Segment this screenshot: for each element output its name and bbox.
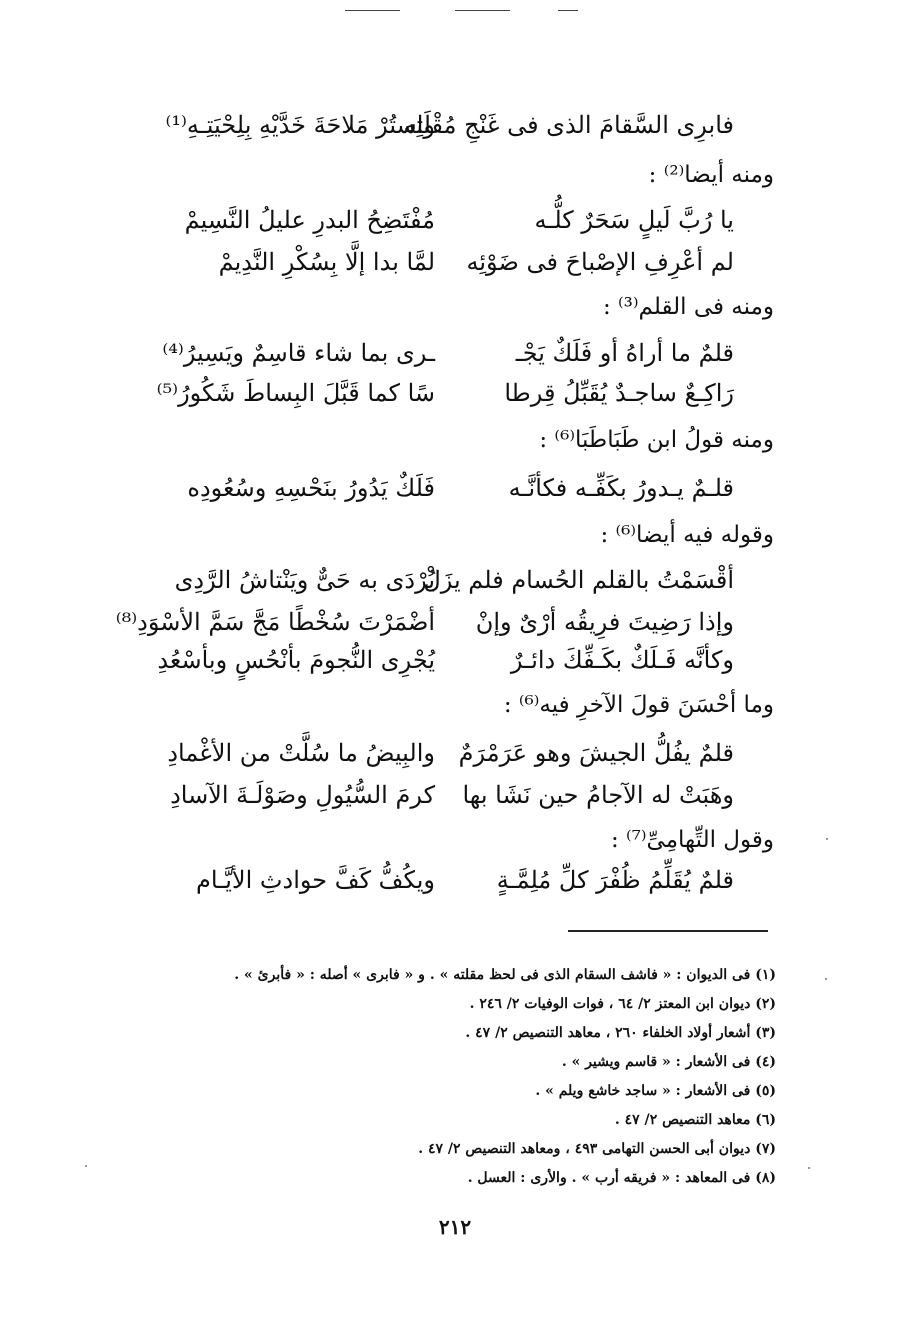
page-number: ٢١٢	[438, 1215, 472, 1239]
verse-hemistich-2: سًا كما قَبَّلَ البِساطَ شَكُورُ⁽⁵⁾	[156, 379, 435, 407]
verse-hemistich-1: وكأنَّه فَـلَكٌ بكَـفِّكَ دائـرٌ	[510, 646, 734, 674]
verse-hemistich-1: قلـمٌ يـدورُ بكَفِّـه فكأنَّـه	[508, 474, 734, 502]
header-rule	[558, 10, 578, 11]
verse-hemistich-2: والبِيضُ ما سُلَّتْ من الأغْمادِ	[167, 739, 435, 767]
verse-hemistich-1: وإذا رَضِيتَ فرِيقُه أرْىٌ وإنْ	[475, 608, 734, 636]
verse-hemistich-1: رَاكِـعٌ ساجـدٌ يُقَبِّلُ قِرطا	[504, 379, 734, 407]
footnote: (١) فى الديوان : « فاشف السقام الذى فى لحظ مقلته » . و « فابرى » أصله : « فأبرئ » .	[234, 967, 776, 983]
verse-intro: ومنه فى القلم⁽³⁾ :	[602, 294, 774, 320]
verse-hemistich-1: يا رُبَّ لَيلٍ سَحَرٌ كلُّـه	[534, 206, 734, 234]
verse-hemistich-2: ويكُفُّ كَفَّ حوادثِ الأيَّـام	[196, 866, 435, 894]
verse-intro: وقول التِّهامِىِّ⁽⁷⁾ :	[610, 827, 774, 853]
verse-hemistich-1: فابرِى السَّقامَ الذى فى غَنْجِ مُقْلَتِه	[403, 111, 734, 139]
scan-speck	[808, 1167, 810, 1169]
footnote: (٧) ديوان أبى الحسن التهامى ٤٩٣ ، ومعاهد التنصيص ٢/ ٤٧ .	[418, 1141, 776, 1157]
verse-hemistich-1: قلمٌ يُقَلِّمُ ظُفْرَ كلِّ مُلِمَّـةٍ	[496, 866, 734, 894]
verse-intro: ومنه قولُ ابن طَبَاطَبَا⁽⁶⁾ :	[539, 427, 774, 453]
verse-hemistich-2: لمَّا بدا إلَّا بِسُكْرِ النَّدِيمْ	[218, 248, 435, 276]
verse-hemistich-2: يُجْرِى النُّجومَ بأنْحُسٍ وبأسْعُدِ	[157, 646, 435, 674]
verse-hemistich-1: وهَبَتْ له الآجامُ حين نَشَا بها	[462, 781, 734, 809]
scan-speck	[85, 1165, 87, 1167]
verse-hemistich-1: قلمٌ ما أراهُ أو فَلَكٌ يَجْـ	[515, 339, 734, 367]
footnote: (٢) ديوان ابن المعتز ٢/ ٦٤ ، فوات الوفيات ٢/ ٢٤٦ .	[469, 996, 776, 1012]
verse-intro: وما أحْسَنَ قولَ الآخرِ فيه⁽⁶⁾ :	[503, 692, 774, 718]
verse-intro: ومنه أيضا⁽²⁾ :	[648, 162, 774, 188]
verse-hemistich-2: كرمَ السُّيُولِ وصَوْلَـةَ الآسادِ	[170, 781, 435, 809]
verse-hemistich-2: أضْمَرْتَ سُخْطًا مَجَّ سَمَّ الأسْوَدِ⁽⁸⁾	[115, 608, 435, 636]
verse-hemistich-2: واستُرْ مَلاحَةَ خَدَّيْهِ بِلِحْيَتِـهِ⁽¹⁾	[165, 111, 435, 139]
footnote: (٦) معاهد التنصيص ٢/ ٤٧ .	[614, 1112, 776, 1128]
footnote: (٥) فى الأشعار : « ساجد خاشع ويلم » .	[535, 1083, 776, 1099]
verse-hemistich-1: لم أعْرِفِ الإصْباحَ فى ضَوْئِه	[466, 248, 734, 276]
verse-intro: وقوله فيه أيضا⁽⁶⁾ :	[600, 522, 774, 548]
verse-hemistich-2: ـرى بما شاء قاسِمٌ ويَسِيرُ⁽⁴⁾	[162, 339, 435, 367]
verse-hemistich-2: فَلَكٌ يَدُورُ بنَحْسِهِ وسُعُودِه	[187, 474, 435, 502]
scan-speck	[826, 838, 828, 840]
verse-hemistich-1: قلمٌ يفُلُّ الجيشَ وهو عَرَمْرَمٌ	[458, 739, 734, 767]
verse-hemistich-1: أقْسَمْتُ بالقلم الحُسام فلم يزَلْ	[423, 566, 734, 594]
footnote: (٨) فى المعاهد : « فريقه أرب » . والأرى : العسل .	[467, 1170, 776, 1186]
footnote: (٣) أشعار أولاد الخلفاء ٢٦٠ ، معاهد التنصيص ٢/ ٤٧ .	[465, 1025, 776, 1041]
footnote: (٤) فى الأشعار : « قاسم ويشير » .	[561, 1054, 776, 1070]
header-rule	[455, 10, 510, 11]
footnote-separator	[568, 930, 768, 932]
header-rule	[345, 10, 400, 11]
verse-hemistich-2: يُرْدَى به حَىٌّ ويَنْتاشُ الرَّدِى	[174, 566, 435, 594]
verse-hemistich-2: مُفْتَضِحُ البدرِ عليلُ النَّسِيمْ	[184, 206, 435, 234]
scan-speck	[825, 978, 827, 980]
